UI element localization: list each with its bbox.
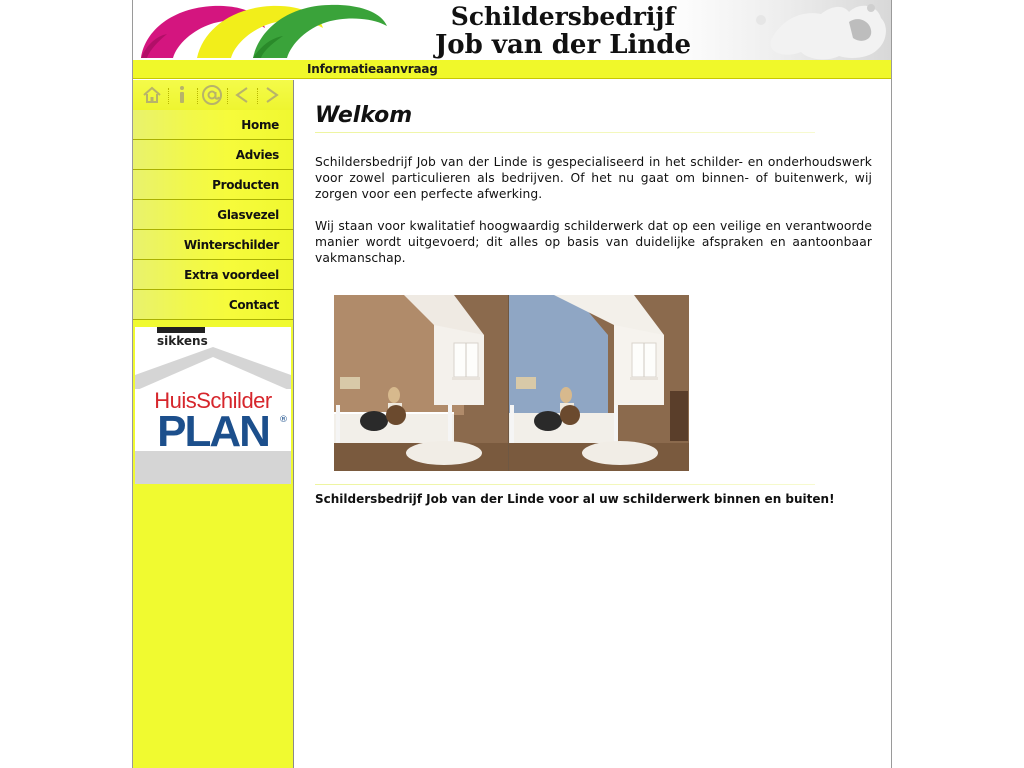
menu-item-label: Home — [241, 118, 279, 132]
forward-icon[interactable] — [261, 84, 283, 106]
brush-strokes-logo — [133, 0, 393, 60]
top-link-bar — [133, 60, 891, 79]
menu-item-advies[interactable] — [133, 140, 293, 170]
quality-paragraph: Wij staan voor kwalitatief hoogwaardig schilderwerk dat op een veilige en verantwoorde manier wordt uitgevoerd; dit alles op basis van duidelijke afspraken en aantoonbaar vakmanschap. — [315, 219, 872, 265]
sidebar — [133, 80, 294, 768]
icon-separator — [257, 88, 259, 104]
page-container — [132, 0, 892, 768]
main-menu — [133, 110, 293, 320]
sikkens-brand: sikkens — [157, 334, 208, 348]
company-name-line1: Schildersbedrijf — [450, 2, 676, 31]
menu-item-contact[interactable] — [133, 290, 293, 320]
site-header — [133, 0, 891, 60]
email-icon[interactable] — [201, 84, 223, 106]
sikkens-logo-bar — [157, 327, 205, 333]
menu-item-winterschilder[interactable] — [133, 230, 293, 260]
menu-item-producten[interactable] — [133, 170, 293, 200]
bedroom-before-after-photo — [334, 295, 689, 471]
icon-separator — [168, 88, 170, 104]
closing-tagline: Schildersbedrijf Job van der Linde voor al uw schilderwerk binnen en buiten! — [315, 492, 835, 506]
menu-item-home[interactable] — [133, 110, 293, 140]
home-icon[interactable] — [141, 84, 163, 106]
nav-icon-bar — [133, 80, 293, 110]
paint-splash-graphic — [731, 0, 891, 60]
menu-item-label: Winterschilder — [183, 238, 279, 252]
info-icon[interactable] — [171, 84, 193, 106]
menu-item-label: Glasvezel — [217, 208, 279, 222]
badge-plan: PLAN — [157, 407, 269, 456]
badge-huisschilder: HuisSchilder — [154, 388, 272, 413]
sikkens-huisschilder-plan-badge[interactable] — [135, 327, 291, 484]
footer-divider — [315, 484, 815, 485]
menu-item-label: Extra voordeel — [184, 268, 279, 282]
menu-item-glasvezel[interactable] — [133, 200, 293, 230]
info-request-link[interactable]: Informatieaanvraag — [307, 62, 438, 76]
intro-paragraph: Schildersbedrijf Job van der Linde is gespecialiseerd in het schilder- en onderhoudswerk voor zowel particulieren als bedrijven. Of het nu gaat om binnen- of buitenwerk, wij zorgen voor een perfecte afwerking. — [315, 155, 872, 201]
icon-separator — [197, 88, 199, 104]
badge-registered-mark: ® — [279, 415, 288, 425]
icon-separator — [227, 88, 229, 104]
title-divider — [315, 132, 815, 133]
page-title: Welkom — [315, 103, 413, 128]
company-name — [403, 2, 723, 60]
badge-roof-shape — [135, 347, 291, 391]
back-icon[interactable] — [231, 84, 253, 106]
menu-item-label: Producten — [212, 178, 279, 192]
menu-item-label: Advies — [235, 148, 279, 162]
menu-item-label: Contact — [228, 298, 279, 312]
company-name-line2: Job van der Linde — [434, 30, 692, 60]
menu-item-extra-voordeel[interactable] — [133, 260, 293, 290]
